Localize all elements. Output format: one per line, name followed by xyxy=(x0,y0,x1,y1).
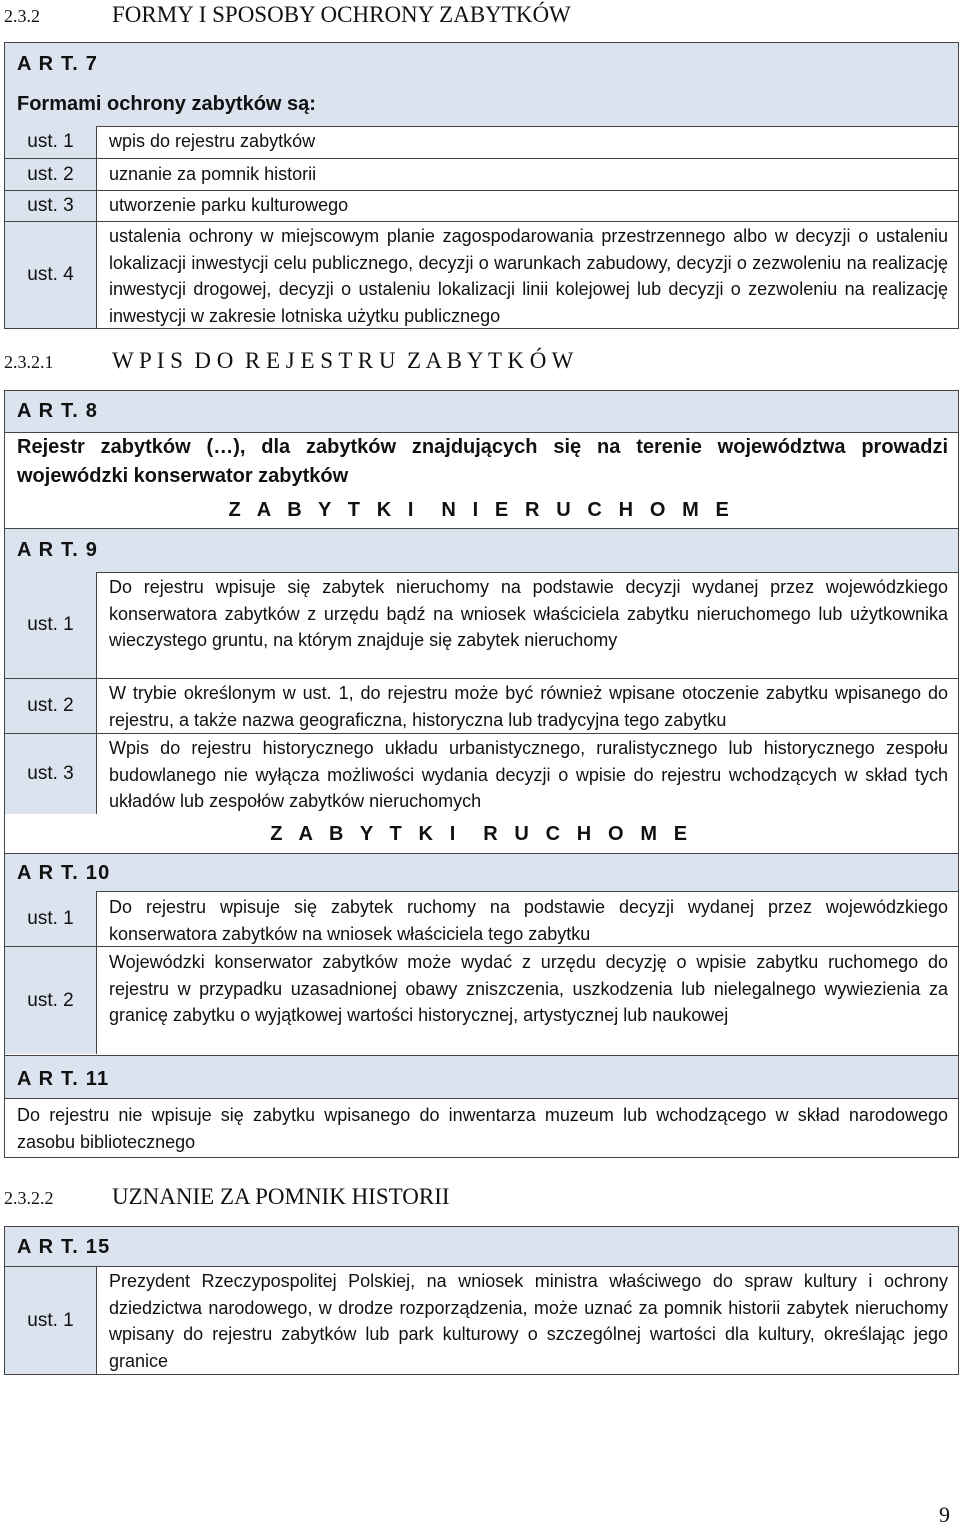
section-number: 2.3.2.1 xyxy=(4,352,54,372)
immovable-subtitle: Z A B Y T K I N I E R U C H O M E xyxy=(228,499,735,521)
register-box xyxy=(4,390,959,1158)
ust-label: ust. 1 xyxy=(5,1267,97,1374)
table-row xyxy=(5,572,958,679)
art-9-rows xyxy=(5,572,958,815)
art-10-rows xyxy=(5,891,958,1055)
row-text: W trybie określonym w ust. 1, do rejestru może być również wpisane otoczenie zabytku wpisanego do rejestru, a także nazwa geograficzna, historyczna lub tradycyjna tego zabytku xyxy=(109,683,948,730)
ust-label: ust. 3 xyxy=(5,734,97,814)
row-text: wpis do rejestru zabytków xyxy=(109,131,316,151)
section-title: FORMY I SPOSOBY OCHRONY ZABYTKÓW xyxy=(112,2,571,27)
ust-label: ust. 1 xyxy=(5,572,97,678)
row-text: Do rejestru wpisuje się zabytek nieruchomy na podstawie decyzji wydanej przez wojewódzkiego konserwatora zabytków z urzędu bądź na wniosek właściciela zabytku nieruchomego lub użytkownika wieczystego gruntu, na którym znajduje się zabytek nieruchomy xyxy=(109,577,948,650)
section-number: 2.3.2 xyxy=(4,6,40,26)
row-text: Prezydent Rzeczypospolitej Polskiej, na wniosek ministra właściwego do spraw kultury i ochrony dziedzictwa narodowego, w drodze rozporządzenia, może uznać za pomnik historii zabytek nieruchomy wpisany do rejestru zabytków lub park kulturowy o szczególnej wartości dla kultury, określając jego granice xyxy=(109,1271,948,1371)
row-text: Wpis do rejestru historycznego układu urbanistycznego, ruralistycznego lub historycznego zespołu budowlanego nie wyłącza możliwości wydania decyzji o wpisie do rejestru wchodzących w skład tych układów lub zespołów zabytków nieruchomych xyxy=(109,738,948,811)
section-number: 2.3.2.2 xyxy=(4,1188,54,1208)
section-heading-2-3-2-2 xyxy=(4,1184,450,1210)
article-label: A R T. 11 xyxy=(17,1068,110,1090)
row-text: ustalenia ochrony w miejscowym planie zagospodarowania przestrzennego albo w decyzji o ustaleniu lokalizacji inwestycji celu publicznego, decyzji o warunkach zabudowy, decyzji o zezwoleniu na realizację inwestycji drogowej, decyzji o ustaleniu lokalizacji linii kolejowej lub decyzji o zezwoleniu na realizację inwestycji w zakresie lotniska użytku publicznego xyxy=(109,226,948,326)
art-15-header xyxy=(5,1227,958,1267)
row-text: uznanie za pomnik historii xyxy=(109,164,317,184)
table-row xyxy=(5,947,958,1055)
table-row xyxy=(5,1267,958,1374)
ust-label: ust. 2 xyxy=(5,159,97,190)
page-number: 9 xyxy=(939,1502,950,1527)
article-label: A R T. 9 xyxy=(17,539,99,561)
art-11-text: Do rejestru nie wpisuje się zabytku wpisanego do inwentarza muzeum lub wchodzącego w skład narodowego zasobu bibliotecznego xyxy=(17,1105,948,1152)
row-text: utworzenie parku kulturowego xyxy=(109,195,349,215)
table-row xyxy=(5,891,958,947)
table-row xyxy=(5,734,958,815)
section-heading-2-3-2-1 xyxy=(4,348,573,374)
article-label: A R T. 8 xyxy=(17,400,99,422)
ust-label: ust. 3 xyxy=(5,191,97,221)
ust-label: ust. 4 xyxy=(5,222,97,328)
article-label: A R T. 15 xyxy=(17,1236,111,1258)
art-9-header xyxy=(5,528,958,573)
ust-label: ust. 1 xyxy=(5,126,97,158)
table-row xyxy=(5,222,958,328)
table-row xyxy=(5,159,958,191)
art-11-header xyxy=(5,1055,958,1099)
section-title: UZNANIE ZA POMNIK HISTORII xyxy=(112,1184,450,1209)
art-10-header xyxy=(5,853,958,892)
section-title: W P I S D O R E J E S T R U Z A B Y T K Ó W xyxy=(112,348,574,373)
section-heading-2-3-2 xyxy=(4,2,571,28)
art-15-box xyxy=(4,1226,959,1375)
art-7-header xyxy=(5,43,958,127)
art-8-text: Rejestr zabytków (…), dla zabytków znajdujących się na terenie województwa prowadzi wojewódzki konserwator zabytków xyxy=(17,436,948,487)
table-row xyxy=(5,191,958,222)
art-8-header xyxy=(5,391,958,433)
article-intro: Formami ochrony zabytków są: xyxy=(17,93,316,115)
ust-label: ust. 1 xyxy=(5,891,97,946)
article-label: A R T. 7 xyxy=(17,53,99,75)
table-row xyxy=(5,679,958,734)
ust-label: ust. 2 xyxy=(5,679,97,733)
table-row xyxy=(5,126,958,159)
row-text: Wojewódzki konserwator zabytków może wydać z urzędu decyzję o wpisie zabytku ruchomego do rejestru w przypadku uzasadnionej obawy zniszczenia, uszkodzenia lub nielegalnego wywiezienia za granicę zabytku o wyjątkowej wartości historycznej, artystycznej lub naukowej xyxy=(109,952,948,1025)
row-text: Do rejestru wpisuje się zabytek ruchomy na podstawie decyzji wydanej przez wojewódzkiego konserwatora zabytków na wniosek właściciela tego zabytku xyxy=(109,897,948,944)
art-7-box xyxy=(4,42,959,329)
movable-subtitle: Z A B Y T K I R U C H O M E xyxy=(270,823,693,845)
article-label: A R T. 10 xyxy=(17,862,111,884)
ust-label: ust. 2 xyxy=(5,947,97,1054)
